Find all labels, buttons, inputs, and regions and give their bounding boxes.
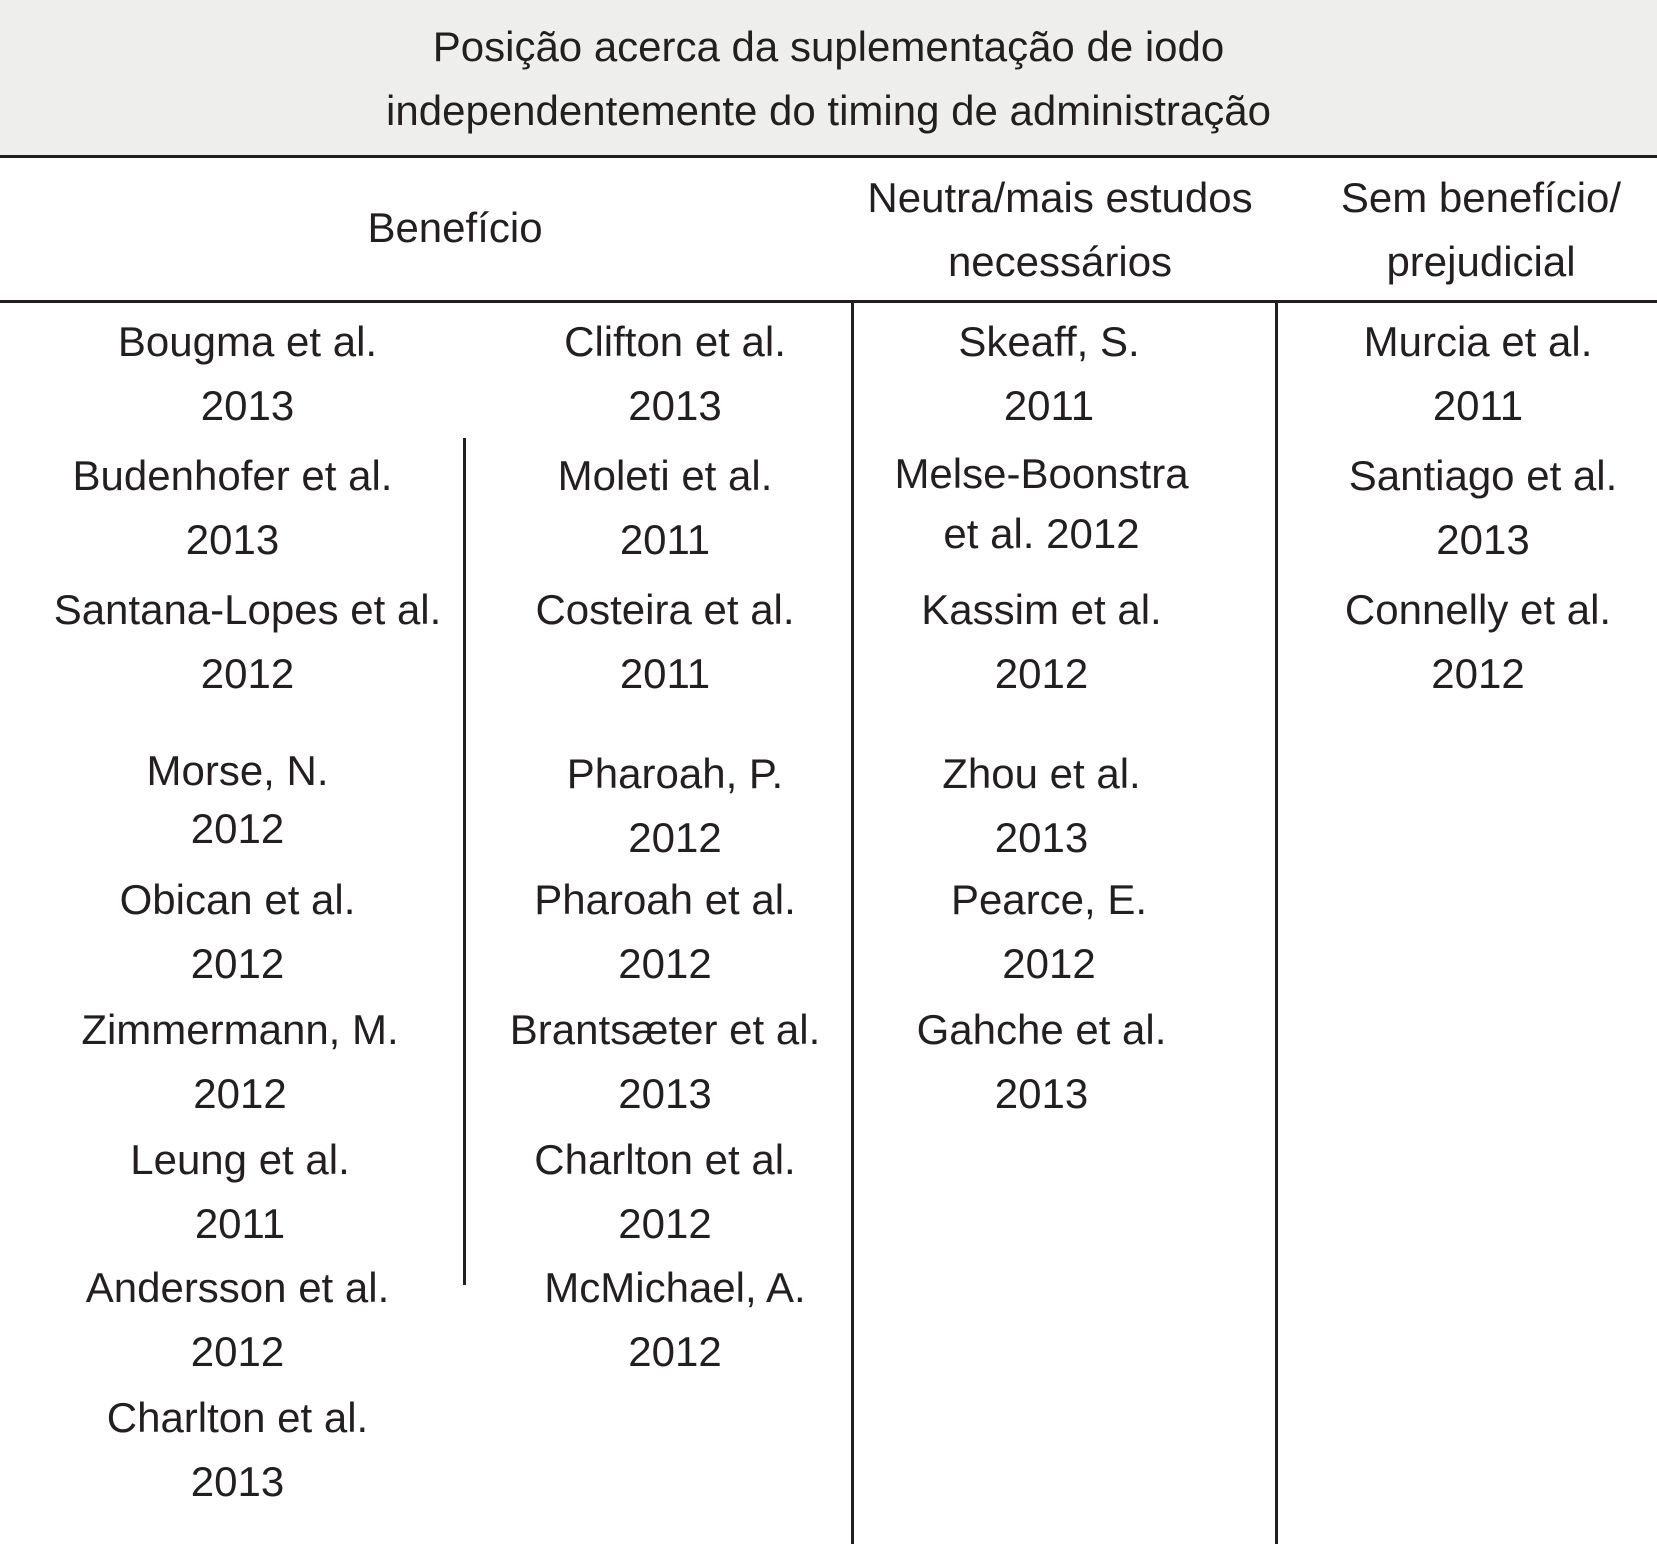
- study-name: Budenhofer et al.: [72, 452, 393, 499]
- study-entry: [480, 310, 870, 438]
- study-entry: [0, 998, 480, 1126]
- study-year: 2012: [618, 1200, 712, 1247]
- study-name: Skeaff, S.: [958, 318, 1140, 365]
- study-entry: [1278, 578, 1657, 706]
- study-entry: [0, 742, 475, 858]
- study-year: 2012: [190, 805, 285, 852]
- study-entry: [854, 868, 1244, 996]
- study-entry: [1278, 444, 1657, 572]
- study-year: et al. 2012: [943, 510, 1140, 557]
- study-year: 2012: [190, 940, 285, 987]
- study-entry: [0, 444, 465, 572]
- title-line-2: independentemente do timing de administração: [386, 87, 1271, 134]
- study-name: Andersson et al.: [85, 1264, 390, 1311]
- study-year: 2011: [619, 516, 711, 563]
- study-year: 2013: [994, 814, 1089, 861]
- study-year: 2011: [1003, 382, 1095, 429]
- study-entry: [854, 578, 1229, 706]
- header-neutral-line1: Neutra/mais estudos: [867, 174, 1253, 221]
- study-entry: [480, 1256, 870, 1384]
- study-entry: [480, 578, 850, 706]
- study-year: 2013: [200, 382, 295, 429]
- study-year: 2012: [628, 1328, 722, 1375]
- study-entry: [0, 1386, 475, 1514]
- study-name: Connelly et al.: [1344, 586, 1612, 633]
- study-name: Zimmermann, M.: [81, 1006, 399, 1053]
- study-entry: [480, 444, 850, 572]
- study-name: Gahche et al.: [916, 1006, 1167, 1053]
- study-name: McMichael, A.: [544, 1264, 806, 1311]
- study-name: Pharoah et al.: [534, 876, 796, 923]
- study-entry: [480, 1128, 850, 1256]
- study-year: 2012: [618, 940, 712, 987]
- study-name: Bougma et al.: [117, 318, 378, 365]
- study-entry: [854, 444, 1229, 564]
- study-name: Kassim et al.: [921, 586, 1162, 633]
- study-entry: [854, 998, 1229, 1126]
- study-name: Melse-Boonstra: [894, 450, 1189, 497]
- study-entry: [480, 868, 850, 996]
- study-name: Brantsæter et al.: [509, 1006, 821, 1053]
- header-nobenefit-line2: prejudicial: [1386, 238, 1576, 285]
- study-entry: [854, 310, 1244, 438]
- study-name: Charlton et al.: [106, 1394, 369, 1441]
- study-entry: [480, 998, 850, 1126]
- header-nobenefit-line1: Sem benefício/: [1340, 174, 1622, 221]
- study-name: Leung et al.: [130, 1136, 350, 1183]
- study-year: 2011: [1432, 382, 1524, 429]
- study-year: 2012: [1002, 940, 1096, 987]
- title-divider: [0, 155, 1657, 158]
- study-name: Santiago et al.: [1348, 452, 1618, 499]
- study-year: 2011: [194, 1200, 286, 1247]
- header-benefit: Benefício: [367, 204, 543, 251]
- study-year: 2011: [619, 650, 711, 697]
- study-year: 2012: [628, 814, 722, 861]
- study-name: Zhou et al.: [942, 750, 1141, 797]
- study-year: 2012: [193, 1070, 287, 1117]
- title-line-1: Posição acerca da suplementação de iodo: [432, 23, 1225, 70]
- study-name: Costeira et al.: [535, 586, 795, 633]
- study-name: Charlton et al.: [534, 1136, 796, 1183]
- study-entry: [0, 1128, 480, 1256]
- study-year: 2013: [1436, 516, 1530, 563]
- study-entry: [0, 868, 475, 996]
- study-entry: [1278, 310, 1657, 438]
- study-entry: [480, 742, 870, 870]
- study-name: Morse, N.: [146, 747, 329, 794]
- study-year: 2012: [1431, 650, 1525, 697]
- study-name: Moleti et al.: [557, 452, 773, 499]
- study-year: 2012: [200, 650, 295, 697]
- header-neutral-line2: necessários: [947, 238, 1173, 285]
- study-entry: [0, 578, 495, 706]
- header-divider: [0, 300, 1657, 303]
- study-name: Murcia et al.: [1363, 318, 1593, 365]
- study-year: 2013: [994, 1070, 1089, 1117]
- study-entry: [854, 742, 1229, 870]
- study-name: Pearce, E.: [950, 876, 1148, 923]
- study-entry: [0, 1256, 475, 1384]
- study-year: 2013: [618, 1070, 712, 1117]
- study-year: 2013: [628, 382, 722, 429]
- study-entry: [0, 310, 495, 438]
- study-name: Pharoah, P.: [566, 750, 784, 797]
- study-year: 2013: [185, 516, 280, 563]
- study-name: Santana-Lopes et al.: [53, 586, 442, 633]
- study-year: 2012: [994, 650, 1089, 697]
- study-year: 2013: [190, 1458, 285, 1505]
- study-name: Clifton et al.: [564, 318, 786, 365]
- study-year: 2012: [190, 1328, 285, 1375]
- title-band: [0, 0, 1657, 155]
- study-name: Obican et al.: [119, 876, 356, 923]
